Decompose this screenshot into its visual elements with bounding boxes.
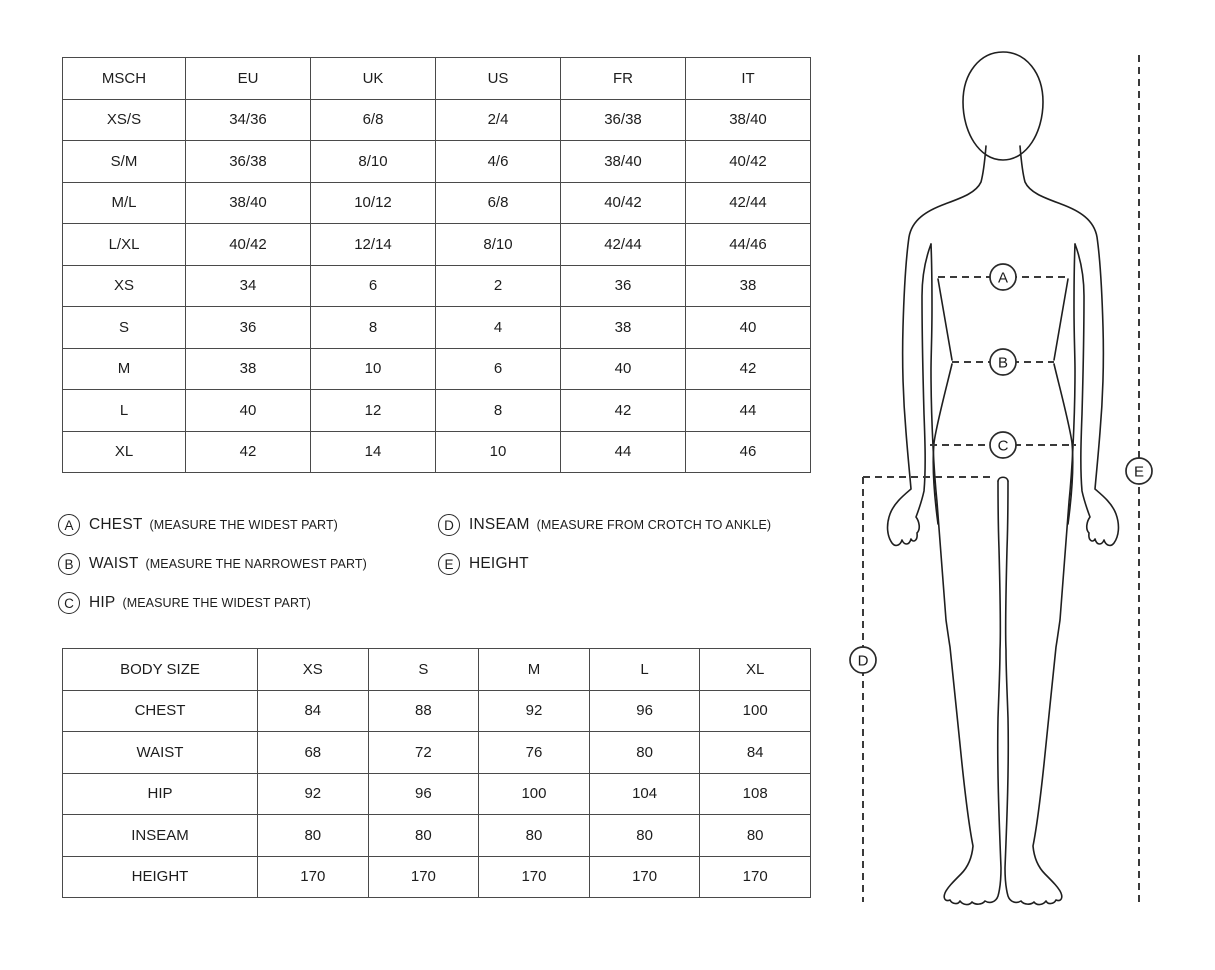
table-cell: 36 — [561, 265, 686, 307]
table-cell: 68 — [258, 732, 369, 774]
table-cell: 6/8 — [436, 182, 561, 224]
table-cell: 40 — [186, 390, 311, 432]
table-cell: 6 — [311, 265, 436, 307]
table-row — [63, 348, 811, 390]
table-cell: HIP — [63, 773, 258, 815]
table-cell: L — [63, 390, 186, 432]
table-cell: 72 — [368, 732, 479, 774]
legend-label: HEIGHT — [469, 555, 529, 572]
table-cell: 44 — [561, 431, 686, 473]
table-cell: 36/38 — [561, 99, 686, 141]
legend-note: (MEASURE THE WIDEST PART) — [122, 596, 311, 610]
column-header: MSCH — [63, 58, 186, 100]
column-header: XL — [700, 649, 811, 691]
body-table-head — [63, 649, 811, 691]
table-cell: M/L — [63, 182, 186, 224]
table-row — [63, 307, 811, 349]
table-cell: 38 — [186, 348, 311, 390]
legend-marker-c: C — [58, 592, 80, 614]
mannequin-head — [963, 52, 1043, 160]
legend-note: (MEASURE THE WIDEST PART) — [149, 518, 338, 532]
table-cell: 96 — [589, 690, 700, 732]
table-cell: 80 — [589, 815, 700, 857]
legend-label: HIP — [89, 594, 116, 611]
table-cell: XS/S — [63, 99, 186, 141]
figure-marker-e — [1126, 458, 1152, 484]
table-cell: 84 — [258, 690, 369, 732]
table-cell: 80 — [258, 815, 369, 857]
mannequin-right-half — [1005, 146, 1118, 905]
table-cell: 92 — [479, 690, 590, 732]
table-cell: 8/10 — [436, 224, 561, 266]
table-cell: 4 — [436, 307, 561, 349]
table-cell: S — [63, 307, 186, 349]
table-row — [63, 732, 811, 774]
table-cell: 12 — [311, 390, 436, 432]
legend-item-waist — [58, 550, 367, 578]
column-header: US — [436, 58, 561, 100]
table-cell: M — [63, 348, 186, 390]
size-table-head — [63, 58, 811, 100]
header-row — [63, 58, 811, 100]
table-row — [63, 431, 811, 473]
table-cell: 34/36 — [186, 99, 311, 141]
column-header: UK — [311, 58, 436, 100]
figure-marker-b-label: B — [997, 354, 1009, 372]
table-row — [63, 99, 811, 141]
table-cell: 42 — [686, 348, 811, 390]
legend-marker-e: E — [438, 553, 460, 575]
table-cell: 108 — [700, 773, 811, 815]
table-cell: 80 — [479, 815, 590, 857]
table-row — [63, 224, 811, 266]
column-header: XS — [258, 649, 369, 691]
table-cell: 40/42 — [186, 224, 311, 266]
figure-marker-a — [990, 264, 1016, 290]
table-cell: CHEST — [63, 690, 258, 732]
table-cell: 170 — [589, 856, 700, 898]
table-row — [63, 773, 811, 815]
legend-item-chest — [58, 511, 367, 539]
table-cell: 12/14 — [311, 224, 436, 266]
table-cell: 80 — [368, 815, 479, 857]
table-cell: 100 — [700, 690, 811, 732]
table-cell: 10/12 — [311, 182, 436, 224]
table-cell: 36/38 — [186, 141, 311, 183]
column-header: IT — [686, 58, 811, 100]
table-cell: 84 — [700, 732, 811, 774]
mannequin-crotch-line — [998, 477, 1008, 481]
legend-marker-a: A — [58, 514, 80, 536]
column-header: L — [589, 649, 700, 691]
legend-item-height — [438, 550, 771, 578]
table-cell: 38 — [561, 307, 686, 349]
column-header: FR — [561, 58, 686, 100]
table-cell: 38/40 — [686, 99, 811, 141]
table-cell: 46 — [686, 431, 811, 473]
figure-marker-a-label: A — [997, 269, 1009, 287]
figure-marker-e-label: E — [1133, 463, 1145, 481]
table-cell: 40/42 — [686, 141, 811, 183]
measurement-legend-right — [438, 511, 771, 589]
table-row — [63, 141, 811, 183]
table-row — [63, 182, 811, 224]
table-cell: HEIGHT — [63, 856, 258, 898]
table-cell: L/XL — [63, 224, 186, 266]
table-cell: 42 — [186, 431, 311, 473]
measurement-legend-left — [58, 511, 367, 628]
table-row — [63, 390, 811, 432]
figure-marker-c — [990, 432, 1016, 458]
msch-size-conversion-table — [62, 57, 811, 473]
table-cell: 80 — [700, 815, 811, 857]
table-cell: 170 — [479, 856, 590, 898]
body-table-body — [63, 690, 811, 898]
table-cell: 34 — [186, 265, 311, 307]
column-header: BODY SIZE — [63, 649, 258, 691]
table-cell: 40 — [561, 348, 686, 390]
table-cell: 170 — [258, 856, 369, 898]
table-cell: 36 — [186, 307, 311, 349]
table-row — [63, 856, 811, 898]
body-size-table — [62, 648, 811, 898]
table-cell: 6/8 — [311, 99, 436, 141]
legend-marker-d: D — [438, 514, 460, 536]
figure-marker-d — [850, 647, 876, 673]
legend-label: CHEST — [89, 516, 143, 533]
table-cell: 170 — [700, 856, 811, 898]
body-measurement-figure — [840, 30, 1215, 910]
table-cell: 42/44 — [686, 182, 811, 224]
legend-label: WAIST — [89, 555, 139, 572]
table-cell: 4/6 — [436, 141, 561, 183]
column-header: EU — [186, 58, 311, 100]
table-cell: 40/42 — [561, 182, 686, 224]
table-cell: 44/46 — [686, 224, 811, 266]
mannequin-outline — [888, 52, 1119, 905]
table-cell: 44 — [686, 390, 811, 432]
table-cell: 8 — [311, 307, 436, 349]
legend-note: (MEASURE FROM CROTCH TO ANKLE) — [536, 518, 772, 532]
figure-marker-d-label: D — [857, 652, 869, 670]
column-header: M — [479, 649, 590, 691]
table-cell: XL — [63, 431, 186, 473]
table-cell: WAIST — [63, 732, 258, 774]
table-cell: 8/10 — [311, 141, 436, 183]
header-row — [63, 649, 811, 691]
table-cell: 10 — [436, 431, 561, 473]
size-table-body — [63, 99, 811, 473]
table-cell: 2/4 — [436, 99, 561, 141]
table-cell: 88 — [368, 690, 479, 732]
legend-note: (MEASURE THE NARROWEST PART) — [145, 557, 367, 571]
table-cell: 14 — [311, 431, 436, 473]
table-cell: 96 — [368, 773, 479, 815]
figure-marker-b — [990, 349, 1016, 375]
table-cell: 38/40 — [186, 182, 311, 224]
table-cell: 38 — [686, 265, 811, 307]
table-cell: 2 — [436, 265, 561, 307]
mannequin-left-half — [888, 146, 1001, 905]
table-cell: 40 — [686, 307, 811, 349]
table-row — [63, 690, 811, 732]
table-row — [63, 815, 811, 857]
mannequin-diagram — [840, 30, 1215, 910]
figure-marker-c-label: C — [997, 437, 1009, 455]
legend-item-hip — [58, 589, 367, 617]
table-cell: 80 — [589, 732, 700, 774]
table-cell: 8 — [436, 390, 561, 432]
measurement-dashed-lines — [863, 55, 1139, 902]
legend-item-inseam — [438, 511, 771, 539]
table-cell: 38/40 — [561, 141, 686, 183]
table-cell: 42/44 — [561, 224, 686, 266]
table-cell: 6 — [436, 348, 561, 390]
table-cell: 170 — [368, 856, 479, 898]
table-cell: 76 — [479, 732, 590, 774]
table-cell: 92 — [258, 773, 369, 815]
table-cell: 10 — [311, 348, 436, 390]
table-row — [63, 265, 811, 307]
legend-marker-b: B — [58, 553, 80, 575]
column-header: S — [368, 649, 479, 691]
legend-label: INSEAM — [469, 516, 530, 533]
table-cell: S/M — [63, 141, 186, 183]
table-cell: XS — [63, 265, 186, 307]
table-cell: INSEAM — [63, 815, 258, 857]
table-cell: 104 — [589, 773, 700, 815]
table-cell: 100 — [479, 773, 590, 815]
table-cell: 42 — [561, 390, 686, 432]
